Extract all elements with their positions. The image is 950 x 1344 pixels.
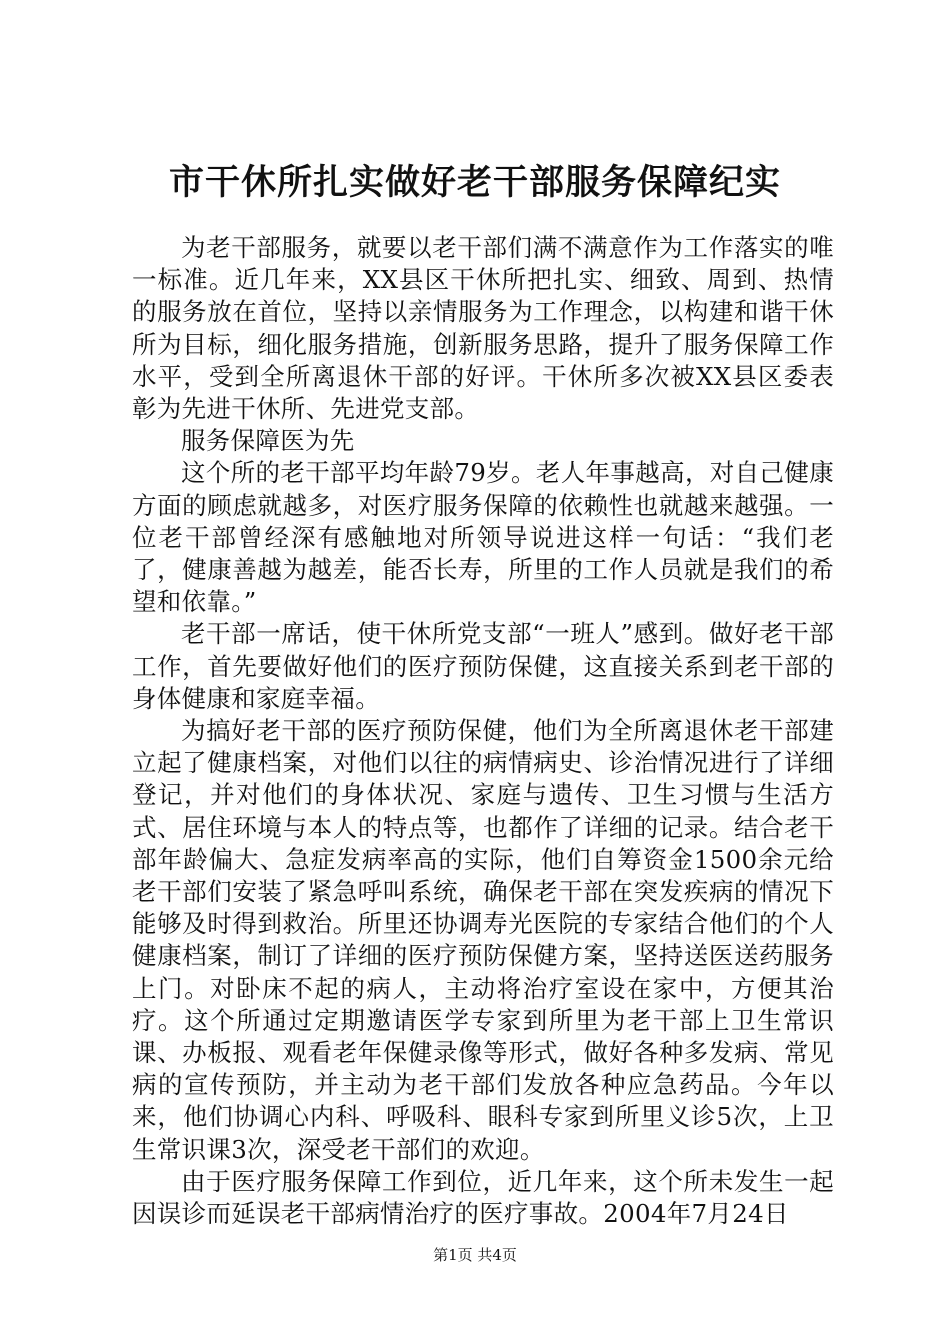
- document-body: [132, 232, 834, 1230]
- section-heading: 服务保障医为先: [181, 426, 355, 456]
- paragraph: 这个所的老干部平均年龄79岁。老人年事越高，对自己健康方面的顾虑就越多，对医疗服务保障的依赖性也就越来越强。一位老干部曾经深有感触地对所领导说进这样一句话：“我们老了，健康善越为越差，能否长寿，所里的工作人员就是我们的希望和依靠。”: [132, 458, 834, 617]
- page-footer: 第1页 共4页: [433, 1246, 517, 1264]
- paragraph-intro: 为老干部服务，就要以老干部们满不满意作为工作落实的唯一标准。近几年来，XX县区干休所把扎实、细致、周到、热情的服务放在首位，坚持以亲情服务为工作理念，以构建和谐干休所为目标，细化服务措施，创新服务思路，提升了服务保障工作水平，受到全所离退休干部的好评。干休所多次被XX县区委表彰为先进干休所、先进党支部。: [132, 233, 834, 424]
- document-title: 市干休所扎实做好老干部服务保障纪实: [168, 162, 781, 203]
- paragraph: 由于医疗服务保障工作到位，近几年来，这个所未发生一起因误诊而延误老干部病情治疗的医疗事故。2004年7月24日: [132, 1166, 834, 1229]
- paragraph: 老干部一席话，使干休所党支部“一班人”感到。做好老干部工作，首先要做好他们的医疗预防保健，这直接关系到老干部的身体健康和家庭幸福。: [132, 619, 834, 713]
- paragraph: 为搞好老干部的医疗预防保健，他们为全所离退休老干部建立起了健康档案，对他们以往的病情病史、诊治情况进行了详细登记，并对他们的身体状况、家庭与遗传、卫生习惯与生活方式、居住环境与本人的特点等，也都作了详细的记录。结合老干部年龄偏大、急症发病率高的实际，他们自筹资金1500余元给老干部们安装了紧急呼叫系统，确保老干部在突发疾病的情况下能够及时得到救治。所里还协调寿光医院的专家结合他们的个人健康档案，制订了详细的医疗预防保健方案，坚持送医送药服务上门。对卧床不起的病人，主动将治疗室设在家中，方便其治疗。这个所通过定期邀请医学专家到所里为老干部上卫生常识课、办板报、观看老年保健录像等形式，做好各种多发病、常见病的宣传预防，并主动为老干部们发放各种应急药品。今年以来，他们协调心内科、呼吸科、眼科专家到所里义诊5次，上卫生常识课3次，深受老干部们的欢迎。: [132, 716, 834, 1164]
